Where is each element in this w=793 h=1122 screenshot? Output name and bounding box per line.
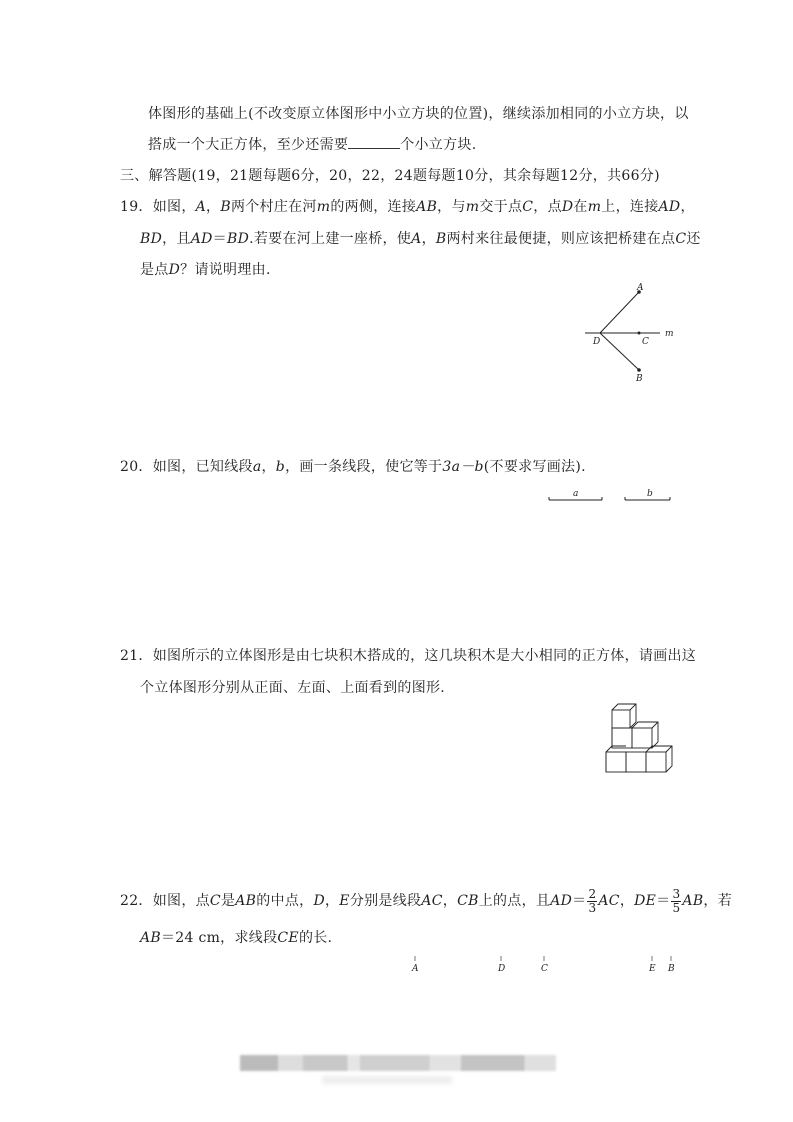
t: 22．如图，点 [120,893,210,909]
t: ＝24 cm，求线段 [161,930,278,946]
cube [612,728,632,748]
footer-blurred-watermark [240,1055,556,1071]
t: 21．如图所示的立体图形是由七块积木搭成的，这几块积木是大小相同的正方体，请画出这 [120,648,697,664]
t: 的中点， [256,893,314,909]
label-D: D [593,337,601,347]
t: 19．如图， [120,199,196,215]
label-C: C [541,964,548,974]
t: 两村来往最便捷，则应该把桥建在点 [446,231,676,247]
t: ＝ [656,893,671,909]
section-title: 三、解答题(19，21题每题6分，20，22，24题每题10分，其余每题12分，共66分) [120,168,660,184]
t: 上，连接 [601,199,659,215]
label-A: A [412,964,419,974]
t: D [313,893,325,909]
t: AD [658,199,681,215]
t: 上的点，且 [478,893,551,909]
label-B: B [668,964,675,974]
t: C [522,199,534,215]
footer-blurred-subtext [322,1076,452,1084]
t: ， [442,893,458,909]
label-a: a [573,489,579,499]
t: 交于点 [479,199,523,215]
t: ， [680,199,695,215]
t: AB [235,893,257,909]
segment-AD [600,292,639,333]
t: 的两侧，连接 [330,199,417,215]
text-line-continuation-2 [148,134,476,154]
t: 3a－b [442,459,484,475]
t: C [675,231,687,247]
label-b: b [647,489,653,499]
t: AC [421,893,443,909]
t: ＝ [212,231,227,247]
t: AB [416,199,438,215]
q20-figure-segments [545,486,680,506]
fraction-3-5 [671,888,681,915]
denominator: 5 [672,900,681,915]
cube [612,710,630,728]
t: 两个村庄在河 [230,199,317,215]
q22-line-2 [140,927,332,947]
t: CE [277,930,299,946]
cube [632,728,652,748]
t: 20．如图，已知线段 [120,459,253,475]
text: 个小立方块. [400,137,477,153]
t: 是点 [140,262,169,278]
text-line-continuation-1 [148,103,689,123]
text: 搭成一个大正方体，至少还需要 [148,137,349,153]
q21-figure-cubes [600,702,680,777]
t: a [252,459,262,475]
q19-line-3 [140,259,271,279]
t: ，画一条线段，使它等于 [285,459,443,475]
section-header [120,165,660,185]
t: AB [682,893,704,909]
t: AD [550,893,573,909]
t: 在 [573,199,588,215]
t: m [465,199,480,215]
q22-line-1 [120,887,732,915]
t: ，若 [703,893,733,909]
t: DE [634,893,657,909]
denominator: 3 [588,900,597,915]
t: m [316,199,331,215]
label-C: C [642,337,649,347]
label-m: m [665,329,674,339]
q21-line-1 [120,645,696,665]
t: D [561,199,574,215]
t: m [587,199,602,215]
q19-line-1 [120,196,695,216]
t: ， [206,199,221,215]
t: ＝ [572,893,587,909]
t: 是 [220,893,236,909]
t: A [195,199,207,215]
t: B [220,199,231,215]
t: BD [226,231,250,247]
t: ，与 [437,199,466,215]
cube [626,752,646,772]
fraction-2-3 [587,888,597,915]
t: .若要在河上建一座桥，使 [249,231,412,247]
cube [606,752,626,772]
label-B: B [636,374,643,384]
t: AB [140,930,161,946]
t: ， [421,231,436,247]
t: ， [324,893,340,909]
t: 还 [686,231,701,247]
t: AD [190,231,213,247]
t: b [275,459,286,475]
q19-figure-river [580,282,680,387]
t: A [411,231,422,247]
q19-line-2 [140,228,701,248]
text: 体图形的基础上(不改变原立体图形中小立方块的位置)，继续添加相同的小立方块，以 [148,106,689,122]
t: 的长. [298,930,333,946]
t: C [209,893,221,909]
numerator: 3 [672,886,681,901]
numerator: 2 [588,886,597,901]
q22-figure-segment [405,954,680,976]
t: CB [457,893,479,909]
t: (不要求写画法). [483,459,586,475]
label-E: E [649,964,656,974]
t: AC [598,893,620,909]
point-B [637,368,641,372]
segment-BD [600,333,639,370]
t: 分别是线段 [349,893,422,909]
cube [646,752,666,772]
label-A: A [637,283,644,293]
label-D: D [498,964,506,974]
t: ， [619,893,635,909]
t: BD [140,231,163,247]
t: D [168,262,181,278]
t: ， [261,459,276,475]
point-C [638,332,641,335]
answer-blank[interactable] [348,136,400,149]
t: ？请说明理由. [180,262,271,278]
t: B [435,231,447,247]
t: E [339,893,350,909]
t: ，且 [162,231,191,247]
q21-line-2 [140,677,445,697]
t: 个立体图形分别从正面、左面、上面看到的图形. [140,680,446,696]
t: ，点 [533,199,562,215]
q20-line-1 [120,456,586,476]
